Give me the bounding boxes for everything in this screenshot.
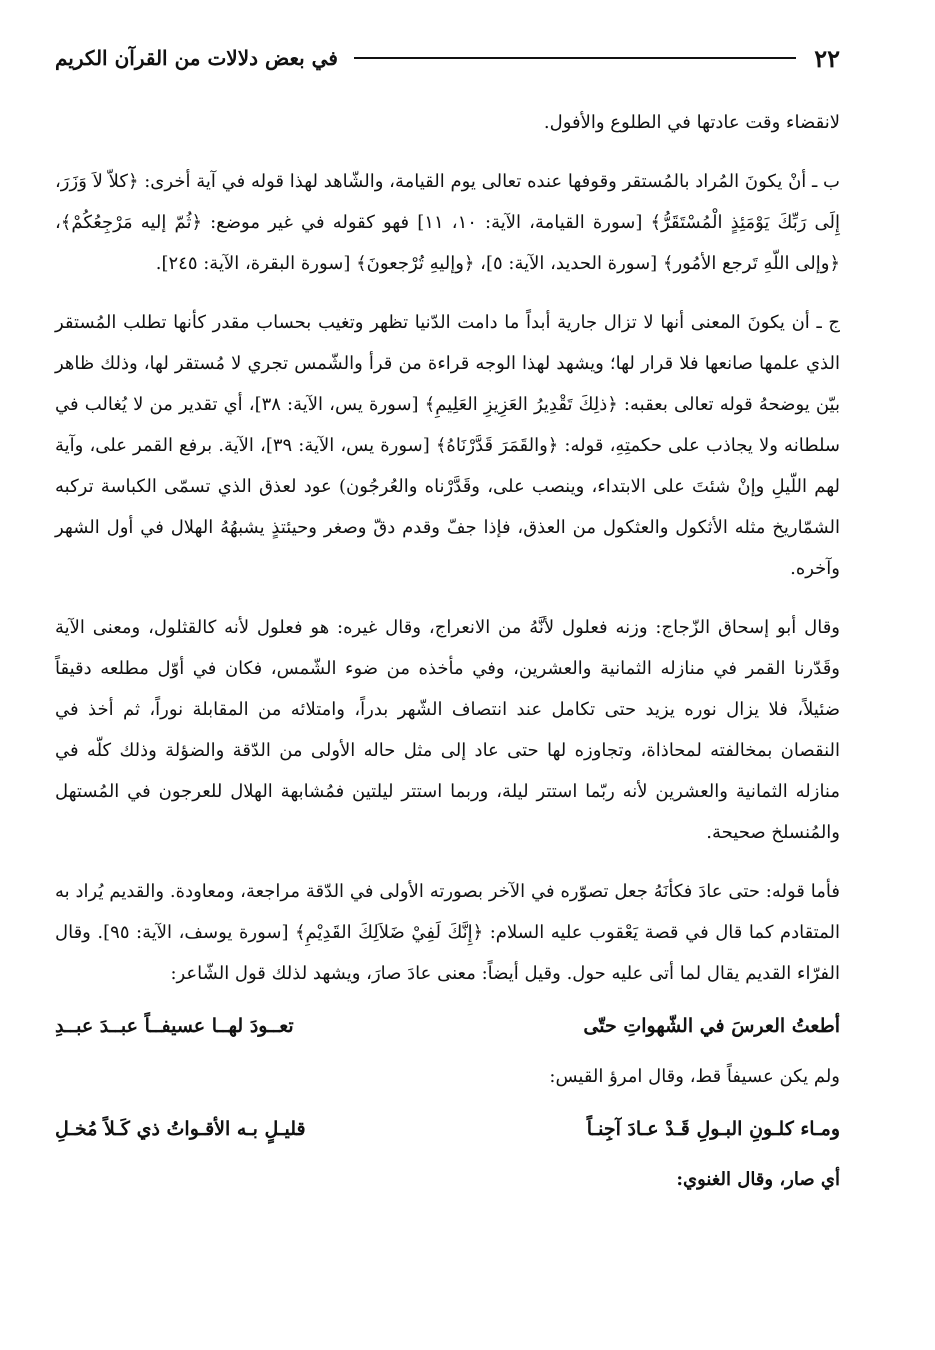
page-header	[55, 38, 840, 78]
verse-1-first-hemistich: أطعتُ العرسَ في الشّهواتِ حتّى	[583, 1015, 840, 1037]
verse-2-second-hemistich: قليـلٍ بـه الأقـواتُ ذي كَـلاً مُخـلِ	[55, 1118, 306, 1140]
verse-2	[55, 1107, 840, 1151]
page-body	[55, 102, 840, 1200]
running-title: في بعض دلالات من القرآن الكريم	[55, 46, 338, 70]
paragraph-2: ب ـ أنْ يكونَ المُراد بالمُستقر وقوفها عنده تعالى يوم القيامة، والشّاهد لهذا قوله في آية أخرى: ﴿كلاّ لاَ وَزَرَ، إِلَى رَبِّكَ يَوْمَئِذٍ الْمُسْتَقَرُّ﴾ [سورة القيامة، الآية: ١٠، ١١] فهو كقوله في غير موضع: ﴿ثُمّ إليه مَرْجِعُكُمْ﴾، ﴿وإلى اللّهِ تَرجع الأمُور﴾ [سورة الحديد، الآية: ٥]، ﴿وإليهِ تُرْجعونَ﴾ [سورة البقرة، الآية: ٢٤٥].	[55, 171, 841, 274]
paragraph-3: ج ـ أن يكونَ المعنى أنها لا تزال جارية أبداً ما دامت الدّنيا تظهر وتغيب بحساب مقدر كأنها تطلب المُستقر الذي علمها صانعها فلا قرار لها؛ ويشهد لهذا الوجه قراءة من قرأ والشّمس تجري لا مُستقر لها، وذلك ظاهر بيّن يوضحهُ قوله تعالى بعقبه: ﴿ذلِكَ تَقْدِيرُ العَزِيزِ العَلِيمِ﴾ [سورة يس، الآية: ٣٨]، أي تقدير من لا يُغالب في سلطانه ولا يجاذب على حكمتِهِ، قوله: ﴿والقَمَرَ قَدَّرْنَاهُ﴾ [سورة يس، الآية: ٣٩]، الآية. برفع القمر على، وآية لهم اللّيلِ وإنْ شئتَ على الابتداء، وينصب على، وقَدَّرْناه والعُرجُون) عود لعذق الذي تسمّى الكباسة تركبه الشمّاريخ مثله الأثكول والعثكول من العذق، فإذا جفّ وقدم دقّ وصغر وحيئتذٍ يشبهُهُ الهلال في أول الشهر وآخره.	[55, 312, 841, 579]
paragraph-6: ولم يكن عسيفاً قط، وقال امرؤ القيس:	[549, 1066, 840, 1087]
verse-1	[55, 1004, 840, 1048]
verse-2-first-hemistich: ومـاء كلـونِ البـولِ قَـدْ عـادَ آجِنـاً	[586, 1118, 840, 1140]
paragraph-5: فأما قوله: حتى عادَ فكأنَهُ جعل تصوّره في الآخر بصورته الأولى في الدّقة مراجعة، ومعاودة. والقديم يُراد به المتقادم كما قال في قصة يَعْقوب عليه السلام: ﴿إِنَّكَ لَفِيْ ضَلاَلِكَ القَدِيْمِ﴾ [سورة يوسف، الآية: ٩٥]. وقال الفرّاء القديم يقال لما أتى عليه حول. وقيل أيضاً: معنى عادَ صارَ، ويشهد لذلك قول الشّاعر:	[55, 881, 840, 984]
book-page	[55, 38, 840, 1320]
paragraph-7: أي صار، وقال الغنوي:	[676, 1169, 840, 1190]
page-number: ٢٢	[814, 43, 840, 73]
header-rule	[354, 57, 796, 59]
verse-1-second-hemistich: تعــودَ لهــا عسيفــاً عبــدَ عبــدِ	[55, 1015, 294, 1037]
paragraph-1: لانقضاء وقت عادتها في الطلوع والأفول.	[543, 112, 840, 133]
paragraph-4: وقال أبو إسحاق الزّجاج: وزنه فعلول لأنَّهُ من الانعراج، وقال غيره: هو فعلول لأنه كالقثلول، ومعنى الآية وقَدّرنا القمر في منازله الثمانية والعشرين، وفي مأخذه من ضوء الشّمس، فكان في أوّل مطلعه دقيقاً ضئيلاً، فلا يزال نوره يزيد حتى تكامل عند انتصاف الشّهر بدراً، وامتلائه من المقابلة نوراً، ثم أخذ في النقصان بمخالفته لمحاذاة، وتجاوزه لها حتى عاد إلى مثل حاله الأولى من الدّقة والضؤلة وذلك كلّه في منازله الثمانية والعشرين لأنه ربّما استتر ليلة، وربما استتر ليلتين فمُشابهة الهلال للعرجون في المُستهل والمُنسلخ صحيحة.	[55, 617, 840, 843]
